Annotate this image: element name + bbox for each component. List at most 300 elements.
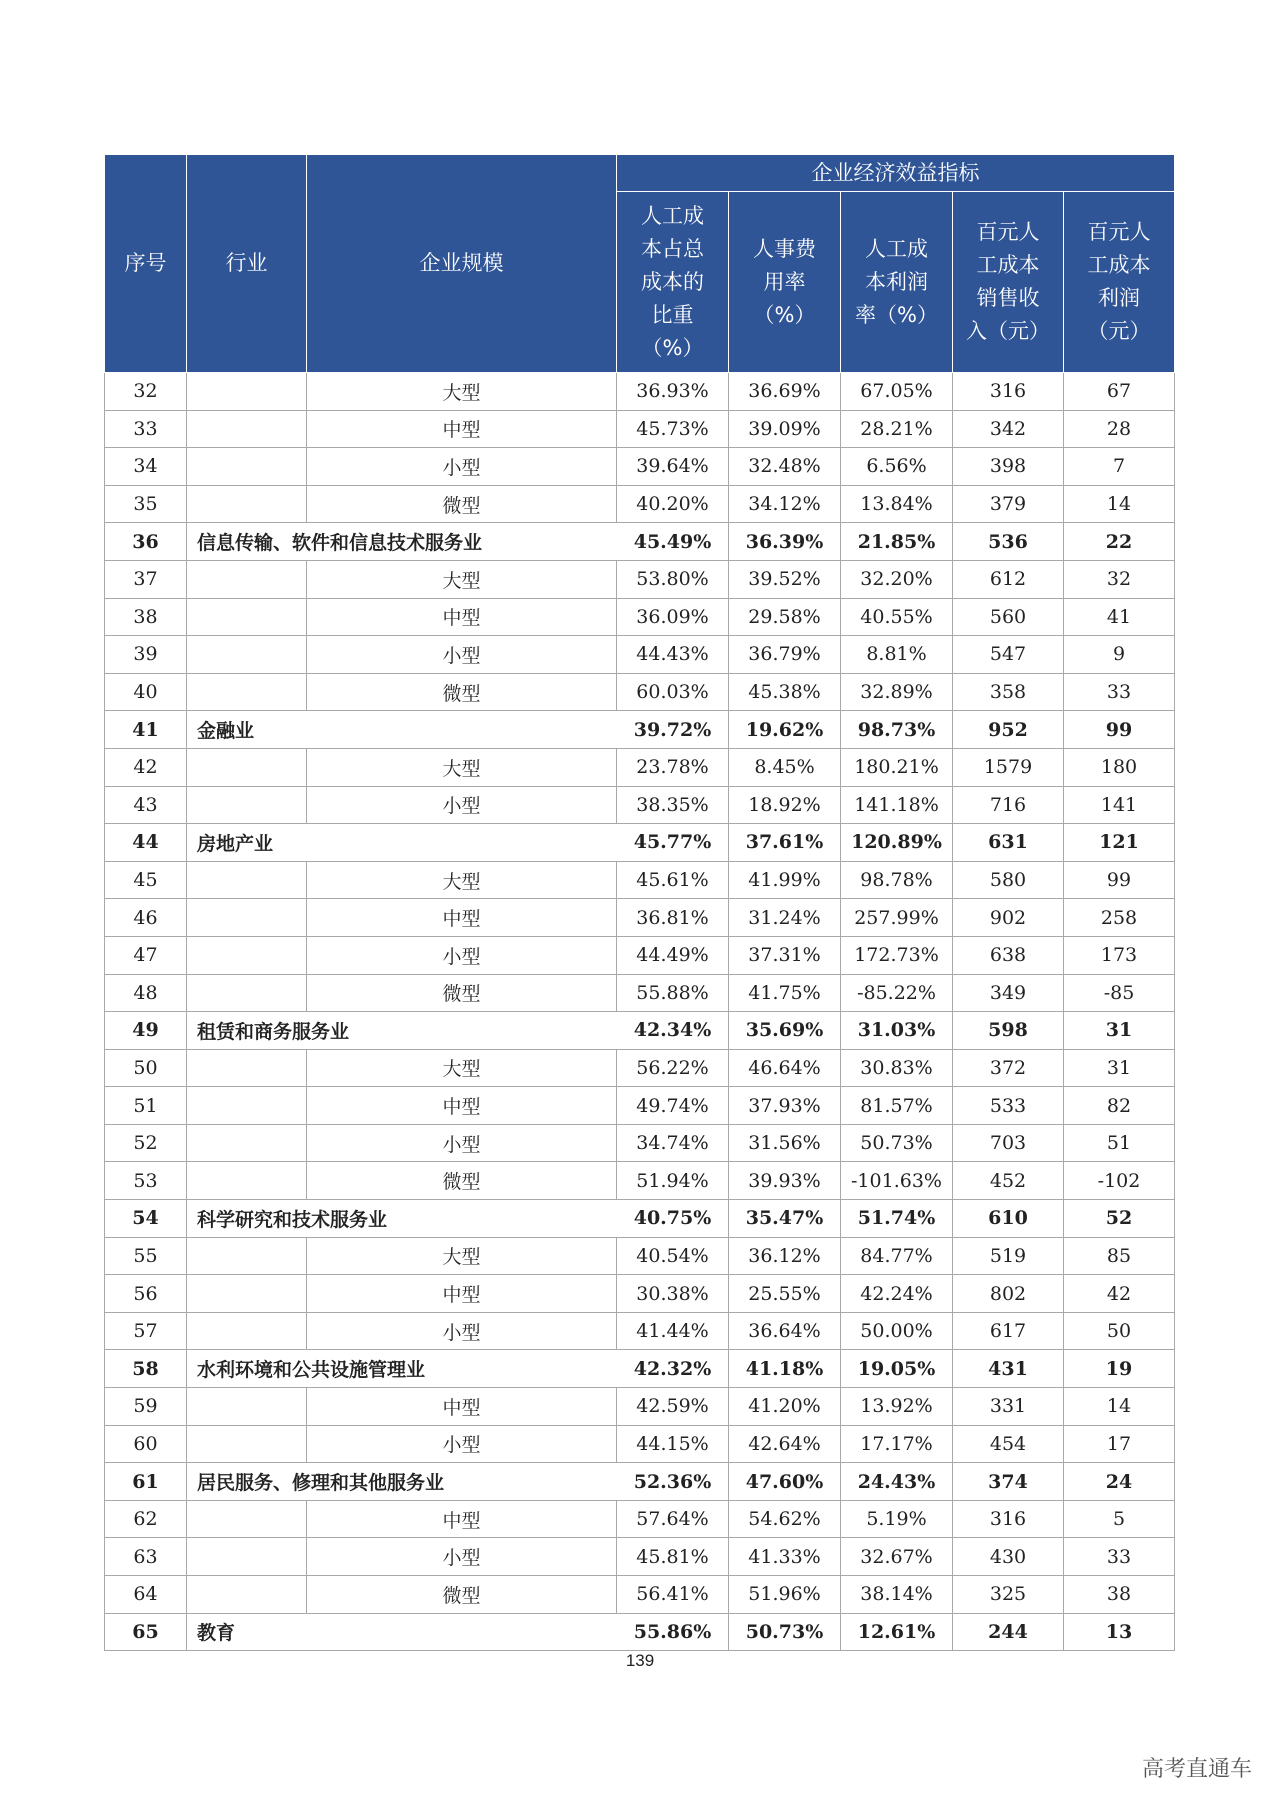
cell-value-3: 19.05% [841,1350,953,1388]
cell-value-2: 18.92% [729,786,841,824]
header-indicator-5 [1064,192,1175,373]
cell-value-4: 610 [953,1200,1064,1238]
cell-value-4: 431 [953,1350,1064,1388]
cell-value-2: 39.93% [729,1162,841,1200]
cell-value-3: 17.17% [841,1425,953,1463]
cell-value-4: 638 [953,936,1064,974]
cell-industry [187,748,307,786]
cell-value-3: 28.21% [841,410,953,448]
table-row [105,1576,1175,1614]
table-row [105,1087,1175,1125]
cell-scale: 小型 [307,1312,617,1350]
cell-value-1: 42.34% [617,1012,729,1050]
table-row [105,1049,1175,1087]
indicator-table-container [104,154,1174,1651]
cell-seq: 54 [105,1200,187,1238]
cell-industry: 房地产业 [187,824,617,862]
table-row [105,1200,1175,1238]
cell-value-5: 99 [1064,861,1175,899]
cell-seq: 64 [105,1576,187,1614]
table-row [105,786,1175,824]
table-row [105,560,1175,598]
cell-value-1: 45.81% [617,1538,729,1576]
cell-value-2: 41.20% [729,1388,841,1426]
cell-industry [187,1388,307,1426]
cell-value-3: 5.19% [841,1500,953,1538]
cell-value-4: 902 [953,899,1064,937]
cell-value-3: 180.21% [841,748,953,786]
cell-value-5: 180 [1064,748,1175,786]
cell-value-1: 23.78% [617,748,729,786]
cell-seq: 48 [105,974,187,1012]
cell-industry: 信息传输、软件和信息技术服务业 [187,523,617,561]
cell-scale: 小型 [307,936,617,974]
cell-seq: 47 [105,936,187,974]
cell-value-3: -85.22% [841,974,953,1012]
table-row [105,711,1175,749]
cell-industry: 水利环境和公共设施管理业 [187,1350,617,1388]
cell-value-4: 519 [953,1237,1064,1275]
cell-value-3: 40.55% [841,598,953,636]
cell-value-1: 34.74% [617,1124,729,1162]
cell-value-5: 14 [1064,1388,1175,1426]
cell-value-2: 35.47% [729,1200,841,1238]
cell-seq: 62 [105,1500,187,1538]
header-indicator-line: 利润 [1098,286,1140,310]
cell-value-4: 379 [953,485,1064,523]
cell-value-4: 560 [953,598,1064,636]
header-industry: 行业 [187,155,307,373]
header-indicator-line: 入（元） [966,319,1050,343]
cell-value-3: 50.73% [841,1124,953,1162]
cell-scale: 大型 [307,1237,617,1275]
table-row [105,861,1175,899]
cell-value-3: 6.56% [841,448,953,486]
header-indicator-1 [617,192,729,373]
cell-seq: 43 [105,786,187,824]
cell-value-2: 25.55% [729,1275,841,1313]
cell-value-5: 52 [1064,1200,1175,1238]
cell-value-2: 47.60% [729,1463,841,1501]
cell-seq: 52 [105,1124,187,1162]
cell-industry [187,485,307,523]
cell-value-1: 41.44% [617,1312,729,1350]
cell-industry [187,1312,307,1350]
cell-industry [187,936,307,974]
cell-seq: 53 [105,1162,187,1200]
cell-industry [187,1162,307,1200]
cell-value-1: 40.20% [617,485,729,523]
cell-value-2: 37.31% [729,936,841,974]
cell-value-4: 342 [953,410,1064,448]
cell-value-4: 430 [953,1538,1064,1576]
cell-seq: 51 [105,1087,187,1125]
cell-seq: 45 [105,861,187,899]
header-scale: 企业规模 [307,155,617,373]
table-row [105,1538,1175,1576]
cell-value-5: 173 [1064,936,1175,974]
table-row [105,1237,1175,1275]
cell-industry [187,1087,307,1125]
header-indicator-line: 百元人 [1087,220,1151,244]
cell-value-2: 32.48% [729,448,841,486]
watermark-text: 高考直通车 [1141,1757,1252,1782]
cell-value-4: 316 [953,1500,1064,1538]
cell-seq: 44 [105,824,187,862]
header-indicator-2 [729,192,841,373]
cell-value-3: 120.89% [841,824,953,862]
table-row [105,1275,1175,1313]
cell-value-3: -101.63% [841,1162,953,1200]
cell-value-3: 24.43% [841,1463,953,1501]
header-indicator-line: 百元人 [976,220,1040,244]
cell-scale: 中型 [307,1275,617,1313]
cell-value-4: 398 [953,448,1064,486]
cell-value-1: 36.09% [617,598,729,636]
table-row [105,1613,1175,1651]
cell-seq: 42 [105,748,187,786]
cell-scale: 小型 [307,1124,617,1162]
header-seq: 序号 [105,155,187,373]
cell-value-3: 13.92% [841,1388,953,1426]
cell-value-5: -85 [1064,974,1175,1012]
cell-value-2: 41.33% [729,1538,841,1576]
cell-value-1: 49.74% [617,1087,729,1125]
cell-value-5: 38 [1064,1576,1175,1614]
cell-value-2: 42.64% [729,1425,841,1463]
cell-seq: 39 [105,636,187,674]
cell-scale: 大型 [307,1049,617,1087]
cell-industry: 科学研究和技术服务业 [187,1200,617,1238]
cell-seq: 50 [105,1049,187,1087]
cell-value-1: 39.72% [617,711,729,749]
cell-value-2: 31.56% [729,1124,841,1162]
header-indicator-line: 成本的 [641,269,704,294]
cell-industry: 居民服务、修理和其他服务业 [187,1463,617,1501]
cell-value-3: 141.18% [841,786,953,824]
cell-value-2: 46.64% [729,1049,841,1087]
cell-value-2: 50.73% [729,1613,841,1651]
cell-industry [187,1576,307,1614]
cell-value-2: 36.12% [729,1237,841,1275]
cell-scale: 大型 [307,560,617,598]
economic-indicator-table [104,154,1175,1651]
cell-value-4: 580 [953,861,1064,899]
cell-value-5: 14 [1064,485,1175,523]
cell-value-1: 42.32% [617,1350,729,1388]
cell-value-4: 547 [953,636,1064,674]
cell-value-3: 30.83% [841,1049,953,1087]
cell-value-5: 51 [1064,1124,1175,1162]
cell-scale: 微型 [307,1576,617,1614]
header-indicator-line: 比重 [651,302,694,327]
cell-seq: 36 [105,523,187,561]
cell-value-3: 81.57% [841,1087,953,1125]
cell-scale: 微型 [307,974,617,1012]
cell-value-3: 13.84% [841,485,953,523]
cell-value-1: 30.38% [617,1275,729,1313]
cell-industry [187,1500,307,1538]
header-indicator-line: 本利润 [865,269,928,294]
table-row [105,1312,1175,1350]
cell-value-5: 32 [1064,560,1175,598]
table-row [105,1425,1175,1463]
cell-value-1: 56.22% [617,1049,729,1087]
cell-industry [187,560,307,598]
header-indicator-4 [953,192,1064,373]
cell-value-5: 85 [1064,1237,1175,1275]
table-row [105,410,1175,448]
cell-industry [187,786,307,824]
cell-value-4: 316 [953,373,1064,411]
cell-value-4: 454 [953,1425,1064,1463]
cell-value-2: 31.24% [729,899,841,937]
cell-industry [187,598,307,636]
header-indicator-line: 工成本 [1087,253,1151,277]
cell-value-5: 7 [1064,448,1175,486]
cell-value-5: 33 [1064,1538,1175,1576]
cell-value-5: 99 [1064,711,1175,749]
cell-value-1: 56.41% [617,1576,729,1614]
cell-value-1: 45.61% [617,861,729,899]
cell-value-1: 55.86% [617,1613,729,1651]
cell-value-1: 36.81% [617,899,729,937]
cell-value-5: 9 [1064,636,1175,674]
cell-value-3: 42.24% [841,1275,953,1313]
cell-value-4: 533 [953,1087,1064,1125]
cell-seq: 41 [105,711,187,749]
cell-value-5: 31 [1064,1012,1175,1050]
cell-scale: 微型 [307,1162,617,1200]
table-row [105,598,1175,636]
cell-value-4: 374 [953,1463,1064,1501]
cell-value-4: 802 [953,1275,1064,1313]
cell-value-3: 32.89% [841,673,953,711]
cell-seq: 65 [105,1613,187,1651]
table-row [105,448,1175,486]
cell-value-4: 598 [953,1012,1064,1050]
cell-value-2: 35.69% [729,1012,841,1050]
cell-value-5: 17 [1064,1425,1175,1463]
cell-value-3: 50.00% [841,1312,953,1350]
cell-industry [187,974,307,1012]
cell-scale: 中型 [307,1388,617,1426]
cell-seq: 40 [105,673,187,711]
header-indicator-line: （元） [1087,319,1151,343]
table-row [105,936,1175,974]
cell-value-3: 21.85% [841,523,953,561]
cell-scale: 中型 [307,1500,617,1538]
cell-value-5: 13 [1064,1613,1175,1651]
cell-seq: 46 [105,899,187,937]
cell-seq: 38 [105,598,187,636]
header-indicator-line: 销售收 [976,286,1040,310]
cell-value-4: 331 [953,1388,1064,1426]
cell-value-1: 38.35% [617,786,729,824]
cell-value-4: 703 [953,1124,1064,1162]
cell-value-1: 40.75% [617,1200,729,1238]
header-indicator-line: 本占总 [641,236,704,261]
cell-value-4: 372 [953,1049,1064,1087]
cell-value-2: 51.96% [729,1576,841,1614]
cell-seq: 32 [105,373,187,411]
cell-value-2: 36.64% [729,1312,841,1350]
cell-seq: 60 [105,1425,187,1463]
cell-scale: 大型 [307,861,617,899]
cell-value-5: -102 [1064,1162,1175,1200]
cell-value-4: 349 [953,974,1064,1012]
cell-value-5: 28 [1064,410,1175,448]
cell-value-5: 258 [1064,899,1175,937]
cell-value-5: 41 [1064,598,1175,636]
cell-industry [187,1538,307,1576]
cell-seq: 49 [105,1012,187,1050]
cell-scale: 中型 [307,598,617,636]
cell-value-1: 53.80% [617,560,729,598]
cell-value-5: 121 [1064,824,1175,862]
cell-value-5: 22 [1064,523,1175,561]
cell-seq: 63 [105,1538,187,1576]
header-indicator-line: 人工成 [641,203,704,228]
cell-value-5: 31 [1064,1049,1175,1087]
cell-industry [187,1275,307,1313]
cell-seq: 61 [105,1463,187,1501]
cell-scale: 小型 [307,636,617,674]
cell-value-4: 358 [953,673,1064,711]
cell-industry [187,448,307,486]
header-indicator-line: 人工成 [865,236,928,261]
header-indicator-line: （%） [753,302,816,327]
cell-value-2: 29.58% [729,598,841,636]
table-row [105,1124,1175,1162]
cell-scale: 微型 [307,485,617,523]
cell-value-3: 32.20% [841,560,953,598]
cell-value-2: 41.99% [729,861,841,899]
cell-value-2: 39.09% [729,410,841,448]
cell-value-1: 44.43% [617,636,729,674]
table-body [105,373,1175,1651]
header-indicator-line: 用率 [763,269,806,294]
cell-value-4: 1579 [953,748,1064,786]
cell-industry [187,1049,307,1087]
cell-value-3: 38.14% [841,1576,953,1614]
cell-seq: 57 [105,1312,187,1350]
cell-value-4: 617 [953,1312,1064,1350]
cell-seq: 33 [105,410,187,448]
cell-scale: 小型 [307,1538,617,1576]
header-indicator-3 [841,192,953,373]
cell-value-1: 45.73% [617,410,729,448]
cell-value-5: 19 [1064,1350,1175,1388]
cell-value-1: 45.77% [617,824,729,862]
table-row [105,1162,1175,1200]
cell-value-5: 33 [1064,673,1175,711]
cell-value-1: 52.36% [617,1463,729,1501]
cell-value-3: 67.05% [841,373,953,411]
table-row [105,1388,1175,1426]
cell-industry [187,1425,307,1463]
table-row [105,1350,1175,1388]
cell-seq: 55 [105,1237,187,1275]
header-indicator-line: 率（%） [855,302,938,327]
table-header [105,155,1175,373]
cell-value-3: 51.74% [841,1200,953,1238]
cell-value-3: 12.61% [841,1613,953,1651]
cell-industry [187,373,307,411]
cell-value-5: 24 [1064,1463,1175,1501]
header-indicator-line: （%） [641,335,704,360]
cell-value-1: 55.88% [617,974,729,1012]
cell-scale: 中型 [307,899,617,937]
cell-value-4: 452 [953,1162,1064,1200]
table-row [105,485,1175,523]
table-row [105,673,1175,711]
cell-seq: 35 [105,485,187,523]
cell-industry [187,1124,307,1162]
page-number: 139 [625,1651,655,1670]
cell-value-3: 257.99% [841,899,953,937]
cell-value-5: 67 [1064,373,1175,411]
cell-value-1: 51.94% [617,1162,729,1200]
cell-value-3: 31.03% [841,1012,953,1050]
cell-industry: 金融业 [187,711,617,749]
cell-value-2: 41.18% [729,1350,841,1388]
cell-seq: 56 [105,1275,187,1313]
cell-value-2: 8.45% [729,748,841,786]
cell-value-2: 41.75% [729,974,841,1012]
cell-value-2: 36.39% [729,523,841,561]
cell-value-3: 8.81% [841,636,953,674]
cell-industry: 教育 [187,1613,617,1651]
cell-value-3: 98.73% [841,711,953,749]
cell-value-4: 631 [953,824,1064,862]
table-row [105,1500,1175,1538]
cell-scale: 大型 [307,373,617,411]
cell-industry: 租赁和商务服务业 [187,1012,617,1050]
cell-value-4: 612 [953,560,1064,598]
cell-industry [187,636,307,674]
table-row [105,974,1175,1012]
cell-value-1: 44.15% [617,1425,729,1463]
table-row [105,373,1175,411]
cell-value-1: 44.49% [617,936,729,974]
cell-value-1: 39.64% [617,448,729,486]
table-row [105,523,1175,561]
table-row [105,1012,1175,1050]
header-group-indicators: 企业经济效益指标 [617,155,1175,192]
cell-value-4: 325 [953,1576,1064,1614]
cell-seq: 37 [105,560,187,598]
cell-industry [187,410,307,448]
cell-value-2: 37.93% [729,1087,841,1125]
cell-value-1: 42.59% [617,1388,729,1426]
cell-industry [187,861,307,899]
cell-value-5: 82 [1064,1087,1175,1125]
cell-industry [187,673,307,711]
cell-value-2: 39.52% [729,560,841,598]
cell-value-3: 84.77% [841,1237,953,1275]
cell-value-1: 60.03% [617,673,729,711]
cell-seq: 59 [105,1388,187,1426]
cell-industry [187,899,307,937]
table-row [105,899,1175,937]
header-indicator-line: 工成本 [976,253,1040,277]
cell-seq: 34 [105,448,187,486]
cell-industry [187,1237,307,1275]
cell-scale: 微型 [307,673,617,711]
cell-value-3: 32.67% [841,1538,953,1576]
table-row [105,1463,1175,1501]
